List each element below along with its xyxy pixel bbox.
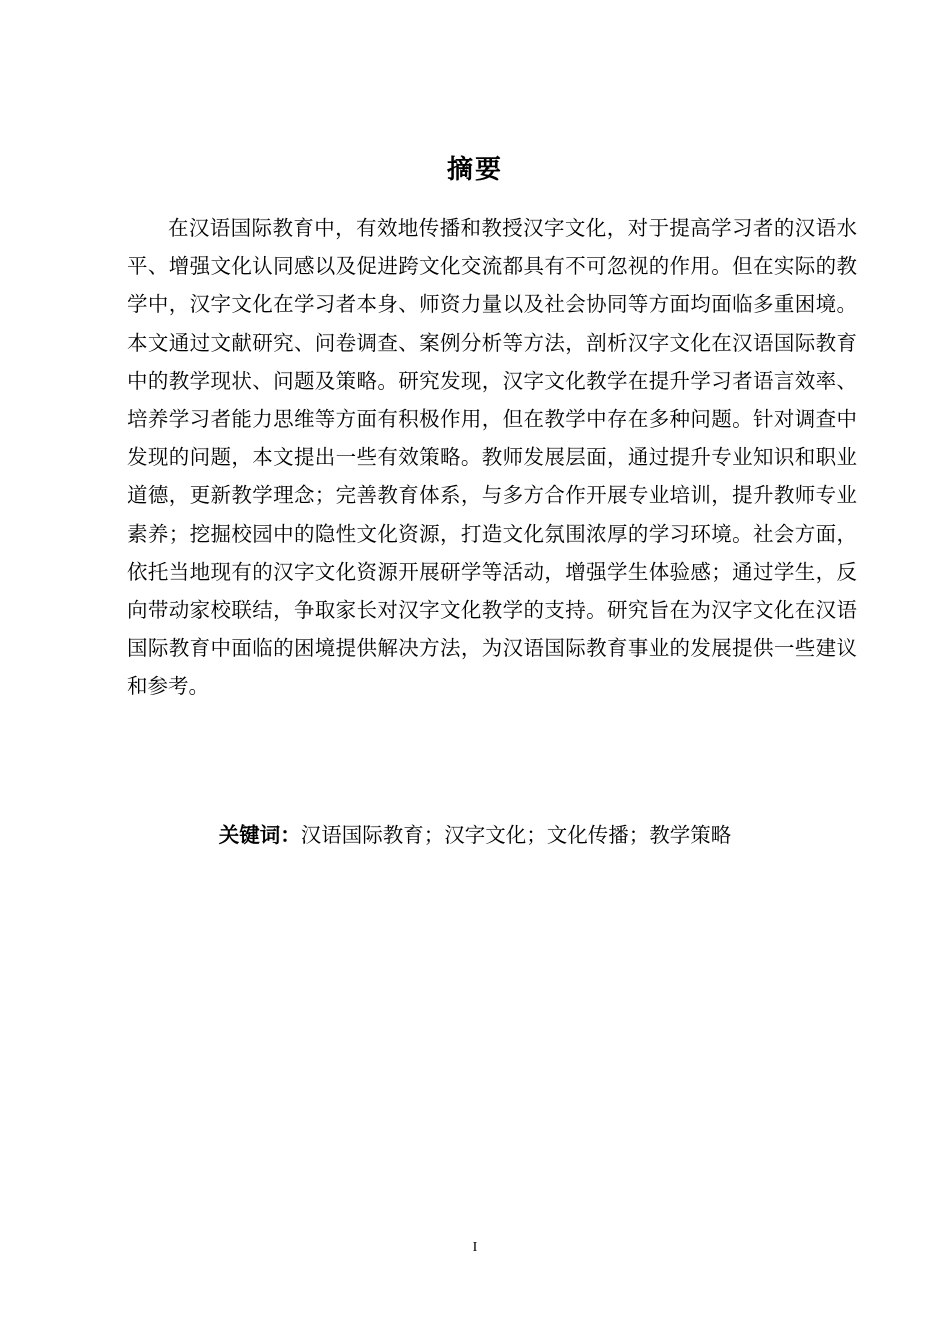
keywords-label: 关键词： (218, 823, 301, 847)
abstract-title: 摘要 (446, 155, 503, 185)
abstract-body: 在汉语国际教育中，有效地传播和教授汉字文化，对于提高学习者的汉语水平、增强文化认同感以及促进跨文化交流都具有不可忽视的作用。但在实际的教学中，汉字文化在学习者本身、师资力量以及社会协同等方面均面临多重困境。本文通过文献研究、问卷调查、案例分析等方法，剖析汉字文化在汉语国际教育中的教学现状、问题及策略。研究发现，汉字文化教学在提升学习者语言效率、培养学习者能力思维等方面有积极作用，但在教学中存在多种问题。针对调查中发现的问题，本文提出一些有效策略。教师发展层面，通过提升专业知识和职业道德，更新教学理念；完善教育体系，与多方合作开展专业培训，提升教师专业素养；挖掘校园中的隐性文化资源，打造文化氛围浓厚的学习环境。社会方面，依托当地现有的汉字文化资源开展研学等活动，增强学生体验感；通过学生，反向带动家校联结，争取家长对汉字文化教学的支持。研究旨在为汉字文化在汉语国际教育中面临的困境提供解决方法，为汉语国际教育事业的发展提供一些建议和参考。 (127, 216, 857, 699)
keywords-line (0, 816, 950, 854)
keywords-text: 汉语国际教育；汉字文化；文化传播；教学策略 (300, 823, 732, 847)
page-number: I (472, 1240, 478, 1255)
